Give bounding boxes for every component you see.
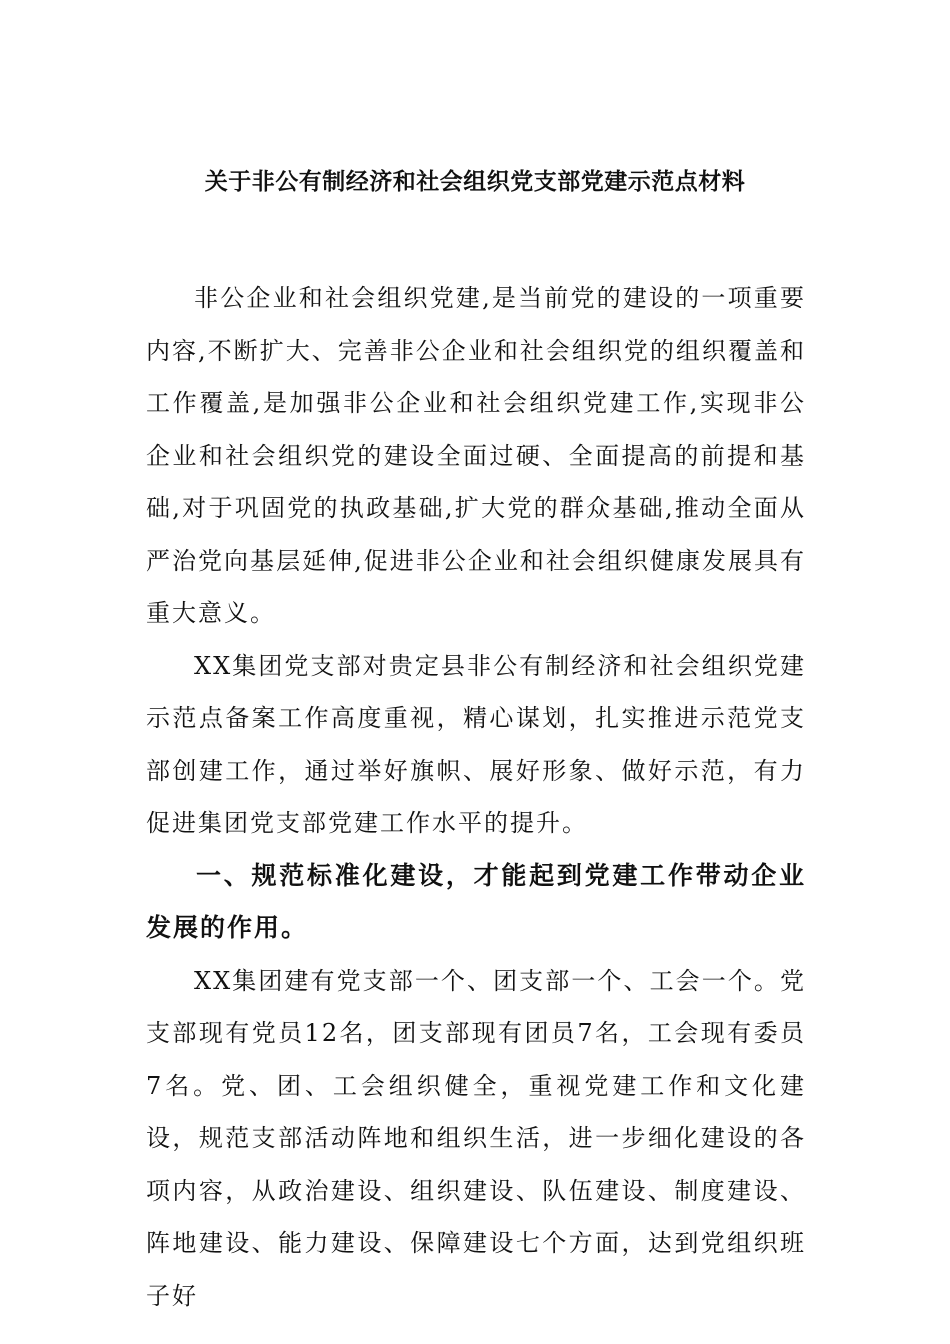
- document-title: 关于非公有制经济和社会组织党支部党建示范点材料: [204, 168, 746, 195]
- paragraph-organization: XX集团建有党支部一个、团支部一个、工会一个。党支部现有党员12名，团支部现有团员7名，工会现有委员7名。党、团、工会组织健全，重视党建工作和文化建设，规范支部活动阵地和组织生活，进一步细化建设的各项内容，从政治建设、组织建设、队伍建设、制度建设、阵地建设、能力建设、保障建设七个方面，达到党组织班子好: [146, 966, 806, 1310]
- document-body: [146, 272, 806, 1322]
- paragraph-group-overview: XX集团党支部对贵定县非公有制经济和社会组织党建示范点备案工作高度重视，精心谋划，扎实推进示范党支部创建工作，通过举好旗帜、展好形象、做好示范，有力促进集团党支部党建工作水平的提升。: [146, 651, 806, 837]
- paragraph-intro: 非公企业和社会组织党建,是当前党的建设的一项重要内容,不断扩大、完善非公企业和社会组织党的组织覆盖和工作覆盖,是加强非公企业和社会组织党建工作,实现非公企业和社会组织党的建设全面过硬、全面提高的前提和基础,对于巩固党的执政基础,扩大党的群众基础,推动全面从严治党向基层延伸,促进非公企业和社会组织健康发展具有重大意义。: [146, 284, 806, 627]
- section-heading-1: 一、规范标准化建设，才能起到党建工作带动企业发展的作用。: [146, 860, 806, 942]
